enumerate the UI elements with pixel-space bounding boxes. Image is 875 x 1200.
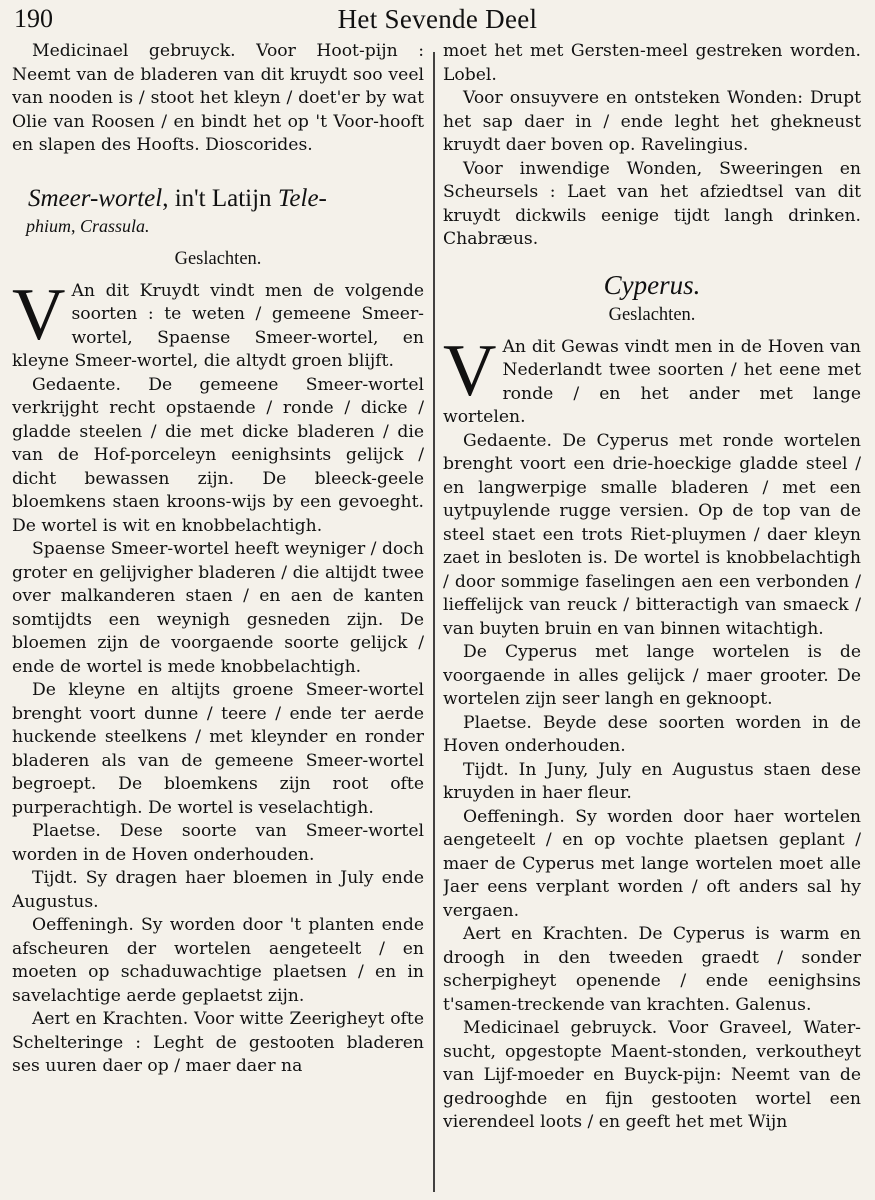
title-latin-c: Crassula. (80, 215, 150, 236)
section-title-smeer-wortel (12, 184, 424, 214)
section-title-latin (12, 214, 424, 238)
page-header (0, 0, 875, 44)
title-latin-a: Tele- (277, 184, 327, 212)
paragraph-cyperus-medicinal: Medicinael gebruyck. Voor Graveel, Water-sucht, opgestopte Maent-stonden, verkoutheyt van Lijf-moeder en Buyck-pijn: Neemt van de gedrooghde en fijn gestooten wortel een vierendeel loots / en geeft het met Wijn (443, 1018, 861, 1132)
paragraph-cyperus-oeffeningh: Oeffeningh. Sy worden door haer wortelen aengeteelt / en op vochte plaetsen geplant / maer de Cyperus met lange wortelen moet alle Jaer eens verplant worden / oft anders sal hy vergaen. (443, 806, 861, 921)
title-latin-b: phium (26, 215, 71, 236)
paragraph-cyperus-aert: Aert en Krachten. De Cyperus is warm en droogh in den tweeden graedt / sonder scherpigheyt openende / ende eenighsins t'samen-treckende van krachten. Galenus. (443, 924, 861, 1015)
paragraph-cyperus-plaetse: Plaetse. Beyde dese soorten worden in de Hoven onderhouden. (443, 712, 861, 756)
subhead-geslachten-right: Geslachten. (608, 304, 696, 325)
paragraph-cyperus-kinds (443, 329, 861, 430)
right-column (443, 40, 861, 1194)
left-column (12, 40, 424, 1194)
paragraph-cyperus-tijdt: Tijdt. In Juny, July en Augustus staen dese kruyden in haer fleur. (443, 759, 861, 803)
title-mid: , in't Latijn (162, 184, 272, 212)
paragraph-kleyne: De kleyne en altijts groene Smeer-wortel brenght voort dunne / teere / ende ter aerde huckende steelkens / met kleynder en ronder bladeren als van de gemeene Smeer-wortel begroept. De bloemkens zijn root ofte purperachtigh. De wortel is veselachtigh. (12, 680, 424, 818)
paragraph-spaense: Spaense Smeer-wortel heeft weyniger / doch groter en gelijvigher bladeren / die altijdt twee over malkanderen staen / en aen de kanten somtijdts een weynigh gesneden zijn. De bloemen zijn de voorgaende soorte gelijck / ende de wortel is mede knobbelachtigh. (12, 539, 424, 677)
paragraph-oeffeningh: Oeffeningh. Sy worden door 't planten ende afscheuren der wortelen aengeteelt / en moeten op schaduwachtige plaetsen / en in savelachtige aerde geplaetst zijn. (12, 915, 424, 1006)
drop-cap-right: V (443, 329, 497, 412)
paragraph-medicinal-use: Medicinael gebruyck. Voor Hoot-pijn : Neemt van de bladeren van dit kruydt soo veel van nooden is / stoot het kleyn / doet'er by wat Olie van Roosen / en bindt het op 't Voor-hooft en slapen des Hoofts. Dioscorides. (12, 41, 424, 155)
paragraph-cyperus-kinds-text: An dit Gewas vindt men in de Hoven van Nederlandt twee soorten / het eene met ronde / en het ander met lange wortelen. (443, 336, 861, 427)
title-sep: , (71, 215, 76, 236)
paragraph-continued: moet het met Gersten-meel gestreken worden. Lobel. (443, 41, 861, 85)
drop-cap: V (12, 273, 66, 356)
column-divider (433, 52, 435, 1192)
paragraph-tijdt: Tijdt. Sy dragen haer bloemen in July ende Augustus. (12, 868, 424, 912)
section-title-cyperus: Cyperus. (603, 269, 701, 300)
paragraph-cyperus-gedaente: Gedaente. De Cyperus met ronde wortelen brenght voort een drie-hoeckige gladde steel / en langwerpige smalle bladeren / met een uytpuylende rugge versien. Op de top van de steel staet een trots Riet-pluymen / daer kleyn zaet in besloten is. De wortel is knobbelachtigh / door sommige faselingen aen een verbonden / lieffelijck van reuck / bitteractigh van smaeck / van buyten bruin en van binnen witachtigh. (443, 430, 861, 639)
paragraph-cyperus-lange: De Cyperus met lange wortelen is de voorgaende in alles gelijck / maer grooter. De wortelen zijn seer langh en geknoopt. (443, 642, 861, 709)
paragraph-aert: Aert en Krachten. Voor witte Zeerigheyt ofte Schelteringe : Leght de gestooten bladeren ses uuren daer op / maer daer na (12, 1009, 424, 1076)
page-number: 190 (14, 4, 53, 33)
paragraph-kinds (12, 273, 424, 374)
running-head: Het Sevende Deel (337, 4, 538, 34)
paragraph-inwendige: Voor inwendige Wonden, Sweeringen en Scheursels : Laet van het afziedtsel van dit kruydt dickwils eenige tijdt langh drinken. Chabræus. (443, 158, 861, 249)
paragraph-plaetse: Plaetse. Dese soorte van Smeer-wortel worden in de Hoven onderhouden. (12, 821, 424, 865)
paragraph-kinds-text: An dit Kruydt vindt men de volgende soorten : te weten / gemeene Smeer-wortel, Spaense Smeer-wortel, en kleyne Smeer-wortel, die altydt groen blijft. (12, 280, 424, 371)
subhead-geslachten: Geslachten. (174, 248, 262, 269)
paragraph-gedaente: Gedaente. De gemeene Smeer-wortel verkrijght recht opstaende / ronde / dicke / gladde steelen / die met dicke bladeren / die van de Hof-porceleyn eenighsints gelijck / dicht bewassen zijn. De bleeck-geele bloemkens staen kroons-wijs by een gevoeght. De wortel is wit en knobbelachtigh. (12, 374, 424, 536)
paragraph-wonden: Voor onsuyvere en ontsteken Wonden: Drupt het sap daer in / ende leght het ghekneust kruydt daer boven op. Ravelingius. (443, 88, 861, 155)
title-main: Smeer-wortel (28, 184, 163, 212)
